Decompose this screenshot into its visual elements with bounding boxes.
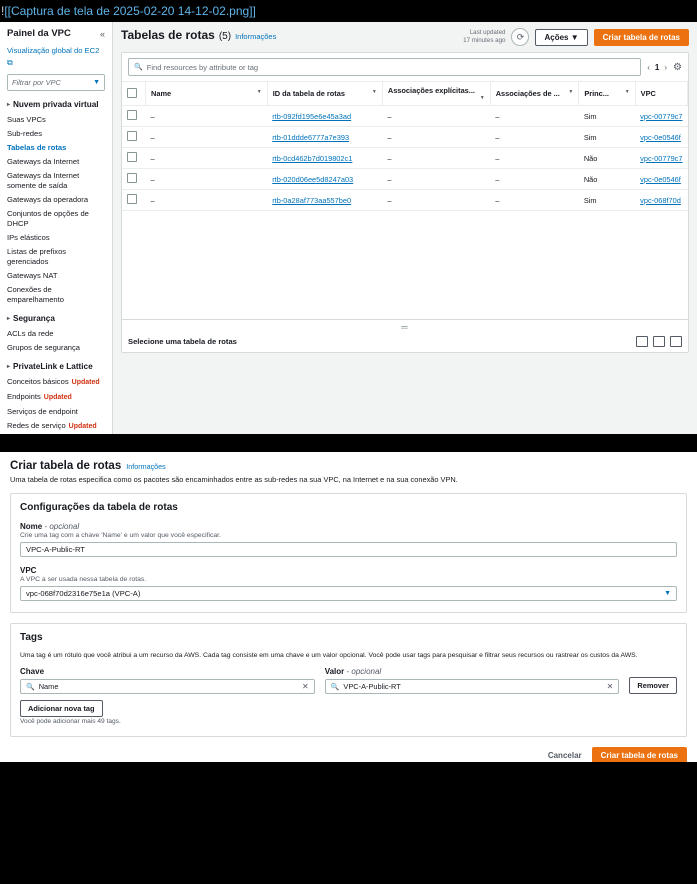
sidebar-item-label: Redes de serviço	[7, 421, 66, 430]
search-input[interactable]	[128, 58, 641, 76]
create-route-table-button[interactable]: Criar tabela de rotas	[594, 29, 689, 46]
sidebar-header	[7, 28, 105, 39]
sidebar-item-label: Endpoints	[7, 392, 41, 401]
sidebar-item-label: Conceitos básicos	[7, 377, 69, 386]
name-field-label	[20, 522, 677, 531]
column-associations[interactable]: Associações de ... ▼	[490, 82, 579, 106]
form-title	[10, 460, 687, 472]
pagination-next[interactable]: ›	[664, 62, 668, 72]
tag-value-label-text: Valor	[324, 667, 345, 676]
checkbox-icon[interactable]	[127, 131, 137, 141]
sidebar-item-grupos-seguranca[interactable]: Grupos de segurança	[7, 343, 81, 352]
row-checkbox[interactable]	[122, 106, 146, 127]
page-title-count: (5)	[218, 31, 232, 42]
table-empty-space	[122, 211, 688, 319]
tags-card	[10, 623, 687, 737]
cell-vpc[interactable]	[635, 127, 687, 148]
sidebar-group-privatelink[interactable]	[7, 362, 105, 371]
chevron-down-icon: ▼	[93, 79, 100, 86]
vpc-link[interactable]: vpc-00779c7	[640, 153, 683, 163]
tag-key-input[interactable]	[20, 679, 315, 694]
submit-create-route-table-button[interactable]: Criar tabela de rotas	[592, 747, 687, 762]
aws-console-panel	[0, 22, 697, 434]
cell-name: –	[146, 127, 268, 148]
column-vpc[interactable]: VPC	[635, 82, 687, 106]
actions-button[interactable]: Ações ▼	[535, 29, 587, 46]
vpc-link[interactable]: vpc-068f70d	[640, 195, 681, 205]
cell-name: –	[146, 148, 268, 169]
tags-description: Uma tag é um rótulo que você atribui a um recurso da AWS. Cada tag consiste em uma chave e um valor opcional. Você pode usar tags para pesquisar e filtrar seus recursos ou rastrear os custos da AWS.	[20, 652, 638, 659]
table-header	[122, 82, 688, 106]
detail-panel	[122, 334, 688, 352]
sidebar-item-acls-rede[interactable]: ACLs da rede	[7, 329, 54, 338]
table-row[interactable]	[122, 106, 688, 127]
main-content	[113, 22, 697, 434]
vpc-link[interactable]: vpc-00779c7	[640, 111, 683, 121]
cell-principal: Não	[579, 148, 635, 169]
sidebar-group-seguranca[interactable]	[7, 314, 105, 323]
checkbox-icon[interactable]	[127, 88, 137, 98]
layout-full-icon[interactable]	[670, 336, 682, 347]
tag-value-input[interactable]	[325, 679, 620, 694]
add-tag-wrap	[20, 703, 677, 713]
last-updated-value: 17 minutes ago	[463, 37, 506, 44]
cell-explicit-associations: –	[382, 127, 490, 148]
tags-card-title: Tags	[20, 632, 43, 643]
chevron-right-icon: ▸	[7, 364, 11, 370]
cell-associations: –	[490, 127, 579, 148]
sidebar-item-endpoints[interactable]	[7, 390, 105, 405]
row-checkbox[interactable]	[122, 127, 146, 148]
sidebar-item-listas-prefixos[interactable]: Listas de prefixos gerenciados	[7, 247, 67, 266]
cell-explicit-associations: –	[382, 148, 490, 169]
route-tables-table	[122, 82, 688, 211]
updated-badge: Updated	[71, 379, 100, 386]
pagination-page: 1	[654, 62, 660, 72]
page-title-text: Tabelas de rotas	[121, 28, 215, 42]
column-explicit-associations[interactable]: Associações explícitas... ▼	[382, 82, 490, 106]
sidebar-collapse-icon[interactable]: «	[99, 28, 105, 39]
clear-icon[interactable]: ✕	[301, 682, 309, 691]
cell-associations: –	[490, 190, 579, 211]
sidebar-item-sub-redes[interactable]: Sub-redes	[7, 129, 43, 138]
tag-key-value-wrap	[26, 682, 58, 691]
column-principal[interactable]: Princ... ▼	[579, 82, 635, 106]
cell-explicit-associations: –	[382, 106, 490, 127]
sidebar-item-ips-elasticos[interactable]: IPs elásticos	[7, 233, 50, 242]
search-icon: 🔍	[26, 683, 35, 691]
info-link[interactable]: Informações	[126, 462, 166, 471]
vpc-select-value: vpc-068f70d2316e75e1a (VPC-A)	[26, 589, 141, 598]
remove-tag-button[interactable]: Remover	[629, 677, 677, 694]
vpc-filter-select[interactable]	[7, 74, 105, 91]
table-row[interactable]	[122, 190, 688, 211]
sidebar	[0, 22, 113, 434]
tag-remove-column	[629, 677, 677, 694]
checkbox-icon[interactable]	[127, 110, 137, 120]
sidebar-item-suas-vpcs[interactable]: Suas VPCs	[7, 115, 46, 124]
vpc-field-description: A VPC a ser usada nessa tabela de rotas.	[20, 576, 147, 583]
cell-name: –	[146, 190, 268, 211]
detail-message: Selecione uma tabela de rotas	[128, 337, 237, 346]
sidebar-item-gateways-operadora[interactable]: Gateways da operadora	[7, 195, 89, 204]
name-optional-text: - opcional	[44, 522, 80, 531]
split-panel-handle[interactable]: ═	[122, 319, 688, 334]
cell-route-table-id[interactable]	[267, 127, 382, 148]
chevron-right-icon: ▸	[7, 316, 11, 322]
sidebar-item-gateways-internet-saida[interactable]: Gateways da Internet somente de saída	[7, 171, 80, 190]
image-caption	[0, 0, 697, 22]
row-checkbox[interactable]	[122, 190, 146, 211]
table-body	[122, 106, 688, 211]
panel-layout-icons	[636, 336, 682, 347]
table-row[interactable]	[122, 169, 688, 190]
route-table-link[interactable]: rtb-0cd462b7d019802c1	[272, 153, 353, 163]
table-row[interactable]	[122, 148, 688, 169]
sidebar-group-label: PrivateLink e Lattice	[13, 362, 93, 371]
sidebar-item-gateways-nat[interactable]: Gateways NAT	[7, 271, 58, 280]
layout-bottom-icon[interactable]	[636, 336, 648, 347]
tag-value-column	[325, 667, 620, 694]
page-header-actions	[463, 28, 689, 46]
tag-key-label: Chave	[20, 667, 45, 676]
route-tables-panel	[121, 52, 689, 353]
search-placeholder: Find resources by attribute or tag	[146, 62, 259, 72]
clear-icon[interactable]: ✕	[606, 682, 614, 691]
select-all-checkbox-header[interactable]	[122, 82, 146, 106]
updated-badge: Updated	[43, 394, 72, 401]
layout-side-icon[interactable]	[653, 336, 665, 347]
cell-name: –	[146, 169, 268, 190]
sidebar-item-conceitos-basicos[interactable]	[7, 375, 105, 390]
cell-associations: –	[490, 169, 579, 190]
info-link[interactable]: Informações	[235, 32, 277, 41]
vpc-field-label: VPC	[20, 566, 37, 575]
sidebar-item-redes-servico[interactable]	[7, 419, 105, 434]
form-actions	[10, 747, 687, 762]
cell-explicit-associations: –	[382, 169, 490, 190]
search-icon: 🔍	[134, 64, 143, 71]
cancel-button[interactable]: Cancelar	[547, 751, 582, 760]
cell-principal: Sim	[579, 127, 635, 148]
table-row[interactable]	[122, 127, 688, 148]
updated-badge: Updated	[68, 423, 97, 430]
caption-prefix: !	[1, 4, 5, 18]
cell-route-table-id[interactable]	[267, 106, 382, 127]
tag-value-label	[325, 667, 620, 676]
external-link-icon[interactable]: ⧉	[7, 58, 13, 67]
caption-text: [[Captura de tela de 2025-02-20 14-12-02.png]]	[4, 4, 256, 18]
column-route-table-id[interactable]: ID da tabela de rotas ▼	[267, 82, 382, 106]
cell-vpc[interactable]	[635, 106, 687, 127]
gear-icon[interactable]: ⚙	[673, 61, 682, 73]
vpc-filter-placeholder: Filtrar por VPC	[12, 78, 61, 87]
page-title	[121, 28, 276, 42]
vpc-link[interactable]: vpc-0e0546f	[640, 132, 681, 142]
settings-card-title: Configurações da tabela de rotas	[20, 502, 178, 513]
cell-explicit-associations: –	[382, 190, 490, 211]
route-table-settings-card	[10, 493, 687, 613]
last-updated	[463, 29, 505, 45]
route-table-link[interactable]: rtb-092fd195e6e45a3ad	[272, 111, 352, 121]
name-label-text: Nome	[20, 522, 43, 531]
cell-principal: Não	[579, 169, 635, 190]
form-title-text: Criar tabela de rotas	[10, 460, 122, 472]
cell-name: –	[146, 106, 268, 127]
sidebar-item-tabelas-de-rotas[interactable]: Tabelas de rotas	[7, 143, 67, 152]
route-table-link[interactable]: rtb-020d06ee5d8247a03	[272, 174, 354, 184]
row-checkbox[interactable]	[122, 148, 146, 169]
route-table-link[interactable]: rtb-0a28af773aa557be0	[272, 195, 352, 205]
pagination	[647, 63, 667, 72]
sidebar-item-gateways-internet[interactable]: Gateways da Internet	[7, 157, 80, 166]
cell-associations: –	[490, 148, 579, 169]
cell-principal: Sim	[579, 190, 635, 211]
refresh-icon[interactable]: ⟳	[511, 28, 529, 46]
create-route-table-form	[0, 452, 697, 762]
cell-vpc[interactable]	[635, 190, 687, 211]
sidebar-title: Painel da VPC	[7, 28, 71, 39]
last-updated-label: Last updated	[469, 29, 506, 36]
vpc-link[interactable]: vpc-0e0546f	[640, 174, 681, 184]
table-toolbar	[122, 53, 688, 82]
tag-key-value: Name	[38, 682, 59, 691]
pagination-prev[interactable]: ‹	[647, 62, 650, 72]
cell-principal: Sim	[579, 106, 635, 127]
checkbox-icon[interactable]	[127, 194, 137, 204]
sidebar-item-conexoes-emparelhamento[interactable]: Conexões de emparelhamento	[7, 285, 64, 304]
cell-route-table-id[interactable]	[267, 148, 382, 169]
tag-key-column	[20, 667, 315, 694]
search-icon: 🔍	[330, 683, 340, 691]
tags-limit-note: Você pode adicionar mais 49 tags.	[20, 718, 121, 725]
name-input[interactable]: VPC-A-Public-RT	[20, 542, 677, 557]
sidebar-item-servicos-endpoint[interactable]: Serviços de endpoint	[7, 407, 78, 416]
page-header	[121, 28, 689, 46]
tag-value-value: VPC-A-Public-RT	[343, 682, 401, 691]
tag-value-optional-text: - opcional	[346, 667, 382, 676]
chevron-right-icon: ▸	[7, 102, 11, 108]
sidebar-global-view-link[interactable]: Visualização global do EC2	[7, 46, 100, 55]
sidebar-group-vpc[interactable]	[7, 100, 105, 109]
name-field-description: Crie uma tag com a chave 'Name' e um valor que você especificar.	[20, 532, 221, 539]
route-table-link[interactable]: rtb-01ddde6777a7e393	[272, 132, 350, 142]
tag-row	[20, 667, 677, 694]
column-name[interactable]: Name ▼	[146, 82, 268, 106]
row-checkbox[interactable]	[122, 169, 146, 190]
tag-value-value-wrap	[331, 682, 401, 691]
cell-route-table-id[interactable]	[267, 190, 382, 211]
cell-associations: –	[490, 106, 579, 127]
cell-vpc[interactable]	[635, 148, 687, 169]
sidebar-item-dhcp[interactable]: Conjuntos de opções de DHCP	[7, 209, 89, 228]
cell-route-table-id[interactable]	[267, 169, 382, 190]
checkbox-icon[interactable]	[127, 152, 137, 162]
checkbox-icon[interactable]	[127, 173, 137, 183]
chevron-down-icon: ▼	[664, 590, 671, 597]
form-subtitle: Uma tabela de rotas especifica como os pacotes são encaminhados entre as sub-redes na sua VPC, na Internet e na sua conexão VPN.	[10, 475, 458, 484]
vpc-select[interactable]	[20, 586, 677, 601]
cell-vpc[interactable]	[635, 169, 687, 190]
sidebar-group-label: Nuvem privada virtual	[13, 100, 99, 109]
sidebar-group-label: Segurança	[13, 314, 55, 323]
add-tag-button[interactable]: Adicionar nova tag	[20, 700, 103, 717]
